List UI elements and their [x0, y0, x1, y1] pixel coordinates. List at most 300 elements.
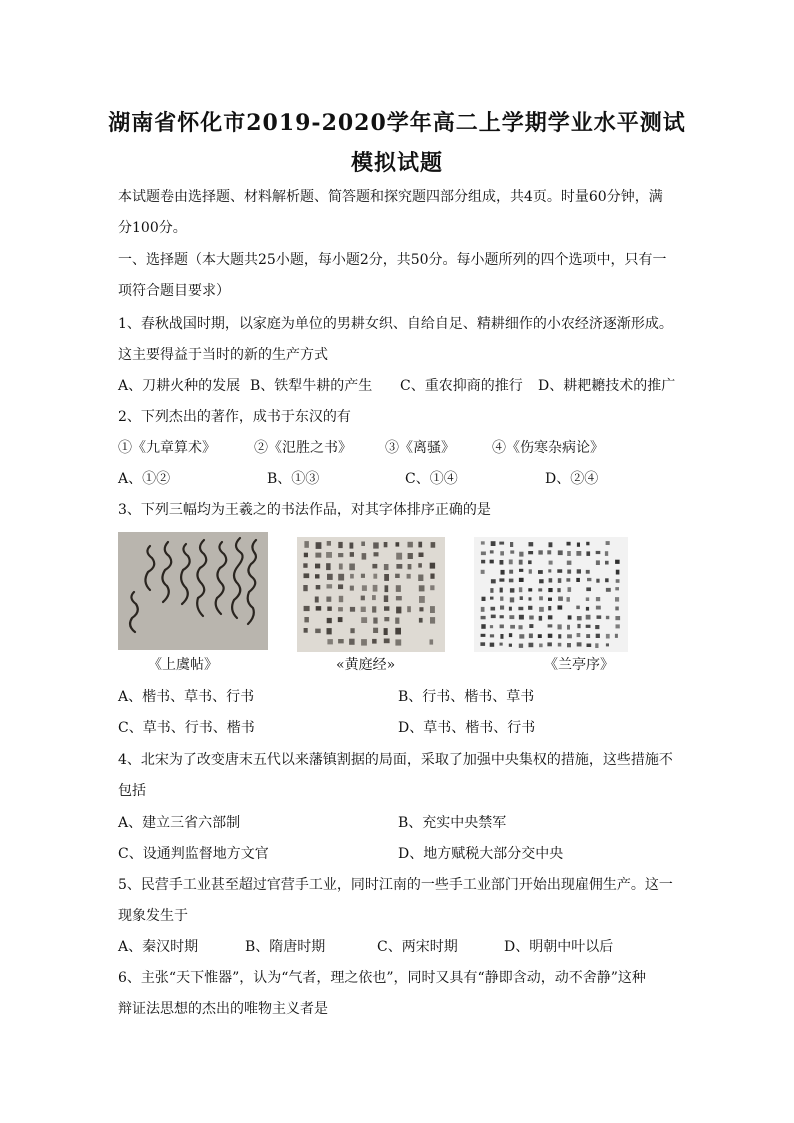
calligraphy-glyph-mark [338, 639, 344, 643]
calligraphy-glyph-mark [419, 618, 423, 623]
calligraphy-glyph-mark [616, 579, 620, 583]
calligraphy-glyph-mark [304, 628, 308, 633]
calligraphy-glyph-mark [361, 596, 365, 601]
calligraphy-glyph-mark [500, 615, 504, 618]
calligraphy-glyph-mark [490, 634, 494, 637]
calligraphy-glyph-mark [304, 617, 309, 622]
calligraphy-glyph-mark [361, 607, 366, 612]
calligraphy-glyph-mark [395, 574, 400, 578]
calligraphy-glyph-mark [519, 625, 523, 629]
calligraphy-glyph-mark [407, 606, 411, 612]
page-title-line-2: 模拟试题 [350, 150, 443, 176]
calligraphy-glyph-mark [372, 606, 376, 612]
calligraphy-glyph-mark [396, 564, 402, 569]
calligraphy-glyph-mark [548, 624, 553, 627]
calligraphy-glyph-mark [606, 643, 609, 646]
calligraphy-glyph-mark [395, 639, 401, 645]
calligraphy-glyph-mark [303, 563, 307, 568]
calligraphy-glyph-mark [557, 588, 560, 592]
calligraphy-glyph-mark [315, 629, 321, 634]
calligraphy-glyph-mark [431, 542, 436, 548]
q4-option-a: A、建立三省六部制 [118, 815, 241, 831]
q1-option-a: A、刀耕火种的发展 [118, 378, 241, 394]
calligraphy-glyph-mark [596, 560, 600, 565]
calligraphy-glyph-mark [538, 588, 542, 591]
caption-lantingxu: 《兰亭序》 [544, 657, 614, 673]
q3-stem: 3、下列三幅均为王羲之的书法作品，对其字体排序正确的是 [118, 502, 491, 518]
calligraphy-glyph-mark [327, 618, 332, 623]
calligraphy-glyph-mark [615, 616, 620, 620]
calligraphy-glyph-mark [596, 551, 601, 554]
running-script-columns [474, 537, 628, 652]
calligraphy-glyph-mark [430, 574, 434, 579]
calligraphy-glyph-mark [568, 587, 572, 592]
calligraphy-glyph-mark [595, 643, 598, 648]
q2-option-d: D、②④ [545, 471, 599, 487]
calligraphy-glyph-mark [577, 569, 581, 573]
calligraphy-glyph-mark [499, 542, 504, 545]
calligraphy-glyph-mark [372, 595, 376, 600]
calligraphy-glyph-mark [384, 574, 389, 581]
calligraphy-glyph-mark [338, 542, 342, 548]
calligraphy-glyph-mark [430, 585, 434, 590]
calligraphy-glyph-mark [396, 553, 402, 560]
calligraphy-glyph-mark [396, 607, 401, 614]
q4-option-b: B、充实中央禁军 [398, 815, 507, 831]
section-heading-line-1: 一、选择题（本大题共25小题，每小题2分，共50分。每小题所列的四个选项中，只有一 [118, 252, 667, 268]
calligraphy-glyph-mark [567, 625, 570, 630]
calligraphy-glyph-mark [384, 595, 388, 602]
calligraphy-glyph-mark [304, 553, 308, 558]
calligraphy-glyph-mark [500, 634, 503, 639]
calligraphy-glyph-mark [361, 542, 365, 547]
calligraphy-glyph-mark [577, 642, 582, 646]
section-heading-line-2: 项符合题目要求） [118, 283, 230, 299]
calligraphy-glyph-mark [605, 578, 609, 582]
calligraphy-glyph-mark [548, 615, 553, 619]
calligraphy-glyph-mark [547, 550, 551, 554]
calligraphy-glyph-mark [538, 570, 543, 574]
q3-option-d: D、草书、楷书、行书 [398, 720, 536, 736]
calligraphy-glyph-mark [418, 575, 423, 582]
calligraphy-glyph-mark [510, 542, 513, 547]
q6-stem-line-2: 辩证法思想的杰出的唯物主义者是 [118, 1001, 328, 1017]
calligraphy-glyph-mark [304, 606, 310, 611]
calligraphy-glyph-mark [338, 607, 343, 611]
calligraphy-glyph-mark [500, 588, 503, 593]
calligraphy-glyph-mark [576, 606, 580, 610]
cursive-script-strokes [118, 532, 268, 650]
calligraphy-glyph-mark [326, 552, 332, 558]
calligraphy-glyph-mark [539, 579, 544, 583]
calligraphy-glyph-mark [349, 564, 355, 571]
calligraphy-glyph-mark [481, 634, 486, 637]
calligraphy-glyph-mark [481, 552, 486, 556]
calligraphy-glyph-mark [481, 607, 485, 612]
q4-option-d: D、地方赋税大部分交中央 [398, 846, 564, 862]
calligraphy-glyph-mark [596, 597, 600, 601]
calligraphy-glyph-mark [509, 570, 513, 574]
calligraphy-glyph-mark [384, 628, 388, 635]
calligraphy-glyph-mark [539, 596, 543, 600]
calligraphy-glyph-mark [528, 560, 532, 564]
q1-stem-line-1: 1、春秋战国时期，以家庭为单位的男耕女织、自给自足、精耕细作的小农经济逐渐形成。 [118, 316, 673, 332]
calligraphy-glyph-mark [547, 642, 552, 646]
calligraphy-glyph-mark [361, 639, 367, 646]
calligraphy-glyph-mark [481, 570, 485, 574]
calligraphy-glyph-mark [361, 574, 365, 578]
calligraphy-glyph-mark [339, 564, 343, 570]
calligraphy-glyph-mark [327, 584, 333, 588]
calligraphy-glyph-mark [338, 574, 344, 581]
calligraphy-glyph-mark [597, 615, 602, 619]
q1-stem-line-2: 这主要得益于当时的新的生产方式 [118, 347, 328, 363]
calligraphy-glyph-mark [430, 639, 434, 644]
q5-option-c: C、两宋时期 [377, 939, 458, 955]
calligraphy-glyph-mark [586, 597, 589, 601]
q5-option-a: A、秦汉时期 [118, 939, 199, 955]
calligraphy-glyph-mark [538, 550, 542, 554]
calligraphy-glyph-mark [481, 624, 485, 629]
calligraphy-glyph-mark [500, 551, 504, 555]
calligraphy-glyph-mark [327, 574, 333, 580]
caption-huangtingjing: «黄庭经» [336, 657, 396, 673]
calligraphy-glyph-mark [419, 607, 423, 611]
calligraphy-glyph-mark [500, 597, 503, 601]
calligraphy-glyph-mark [567, 551, 571, 556]
calligraphy-glyph-mark [349, 639, 355, 645]
calligraphy-glyph-mark [615, 560, 620, 564]
q5-option-d: D、明朝中叶以后 [504, 939, 614, 955]
calligraphy-glyph-mark [615, 587, 619, 590]
q5-stem-line-1: 5、民营手工业甚至超过官营手工业，同时江南的一些手工业部门开始出现雇佣生产。这一 [118, 877, 673, 893]
calligraphy-glyph-mark [491, 541, 496, 546]
calligraphy-glyph-mark [548, 634, 553, 638]
calligraphy-glyph-mark [616, 624, 620, 628]
calligraphy-glyph-mark [374, 552, 379, 556]
regular-script-columns [297, 537, 445, 652]
calligraphy-glyph-mark [396, 596, 402, 600]
calligraphy-glyph-mark [596, 634, 600, 638]
calligraphy-glyph-mark [362, 553, 367, 560]
calligraphy-glyph-mark [408, 564, 412, 569]
calligraphy-glyph-mark [567, 634, 572, 638]
calligraphy-glyph-mark [586, 634, 590, 638]
calligraphy-glyph-mark [529, 643, 534, 648]
calligraphy-glyph-mark [408, 553, 413, 559]
calligraphy-glyph-mark [519, 560, 523, 565]
calligraphy-glyph-mark [338, 584, 343, 589]
calligraphy-glyph-mark [304, 573, 310, 578]
calligraphy-glyph-mark [407, 574, 411, 579]
calligraphy-glyph-mark [418, 563, 422, 567]
calligraphy-glyph-mark [595, 625, 599, 629]
calligraphy-glyph-mark [490, 550, 494, 553]
calligraphy-glyph-mark [539, 644, 543, 648]
calligraphy-glyph-mark [509, 633, 512, 637]
calligraphy-glyph-mark [500, 643, 503, 646]
calligraphy-glyph-mark [529, 616, 534, 620]
calligraphy-glyph-mark [481, 560, 485, 564]
calligraphy-glyph-mark [519, 644, 523, 648]
calligraphy-glyph-mark [315, 574, 320, 578]
calligraphy-glyph-mark [316, 606, 322, 611]
calligraphy-glyph-mark [350, 543, 354, 549]
calligraphy-glyph-mark [395, 628, 401, 635]
calligraphy-image-huangtingjing [297, 537, 445, 652]
calligraphy-glyph-mark [430, 563, 435, 569]
calligraphy-glyph-mark [509, 607, 512, 611]
calligraphy-glyph-mark [491, 615, 496, 619]
calligraphy-glyph-mark [501, 570, 505, 575]
q1-option-c: C、重农抑商的推行 [400, 378, 523, 394]
calligraphy-glyph-mark [362, 585, 367, 591]
calligraphy-glyph-mark [548, 606, 551, 610]
calligraphy-glyph-mark [586, 587, 591, 591]
calligraphy-glyph-mark [549, 561, 553, 565]
calligraphy-glyph-mark [528, 551, 533, 554]
calligraphy-glyph-mark [566, 578, 570, 582]
calligraphy-glyph-mark [384, 606, 389, 611]
calligraphy-glyph-mark [510, 625, 515, 629]
calligraphy-glyph-mark [303, 585, 307, 591]
calligraphy-glyph-mark [606, 588, 611, 592]
calligraphy-glyph-mark [480, 642, 485, 646]
calligraphy-glyph-mark [558, 624, 562, 629]
calligraphy-glyph-mark [338, 617, 343, 622]
calligraphy-glyph-mark [350, 628, 354, 633]
q4-option-c: C、设通判监督地方文官 [118, 846, 269, 862]
q2-option-c: C、①④ [405, 471, 458, 487]
calligraphy-glyph-mark [490, 597, 494, 600]
calligraphy-glyph-mark [528, 588, 532, 591]
calligraphy-glyph-mark [326, 597, 331, 602]
calligraphy-glyph-mark [373, 618, 377, 624]
calligraphy-glyph-mark [606, 616, 609, 619]
calligraphy-glyph-mark [577, 633, 581, 637]
calligraphy-glyph-mark [384, 564, 389, 570]
calligraphy-glyph-mark [327, 628, 332, 634]
calligraphy-glyph-mark [327, 607, 332, 611]
calligraphy-glyph-mark [529, 624, 533, 628]
calligraphy-glyph-mark [327, 541, 331, 546]
calligraphy-glyph-mark [384, 542, 388, 547]
calligraphy-glyph-mark [316, 542, 322, 549]
calligraphy-glyph-mark [605, 551, 608, 556]
calligraphy-glyph-mark [519, 634, 524, 638]
calligraphy-glyph-mark [587, 644, 592, 648]
calligraphy-glyph-mark [558, 550, 563, 555]
calligraphy-glyph-mark [529, 597, 532, 600]
q1-option-d: D、耕耙耱技术的推广 [538, 378, 676, 394]
calligraphy-image-shangyutie [118, 532, 268, 650]
q3-option-a: A、楷书、草书、行书 [118, 689, 255, 705]
calligraphy-glyph-mark [539, 607, 544, 612]
calligraphy-glyph-mark [520, 596, 523, 600]
calligraphy-glyph-mark [568, 615, 572, 619]
calligraphy-glyph-mark [558, 578, 562, 583]
calligraphy-glyph-mark [586, 551, 590, 556]
calligraphy-glyph-mark [616, 570, 620, 575]
calligraphy-glyph-mark [518, 607, 523, 610]
calligraphy-glyph-mark [606, 634, 610, 639]
calligraphy-glyph-mark [558, 605, 563, 609]
calligraphy-glyph-mark [373, 574, 377, 579]
calligraphy-glyph-mark [548, 598, 552, 601]
calligraphy-glyph-mark [587, 578, 591, 581]
calligraphy-glyph-mark [490, 643, 495, 647]
calligraphy-glyph-mark [490, 625, 493, 628]
calligraphy-glyph-mark [316, 585, 321, 589]
calligraphy-glyph-mark [577, 624, 580, 628]
calligraphy-image-lantingxu [474, 537, 628, 652]
calligraphy-glyph-mark [350, 552, 354, 557]
calligraphy-glyph-mark [606, 541, 610, 545]
calligraphy-glyph-mark [419, 585, 425, 591]
calligraphy-glyph-mark [549, 578, 553, 582]
calligraphy-glyph-mark [326, 563, 331, 570]
calligraphy-glyph-mark [576, 578, 580, 582]
calligraphy-glyph-mark [481, 541, 485, 544]
calligraphy-glyph-mark [510, 597, 514, 602]
calligraphy-glyph-mark [350, 607, 355, 612]
intro-line-2: 分100分。 [118, 220, 187, 236]
calligraphy-glyph-mark [339, 596, 343, 602]
calligraphy-glyph-mark [384, 639, 390, 644]
calligraphy-glyph-mark [482, 597, 486, 601]
caption-shangyutie: 《上虞帖》 [148, 657, 218, 673]
q2-item-2: ②《氾胜之书》 [254, 440, 352, 456]
calligraphy-glyph-mark [529, 569, 532, 573]
calligraphy-glyph-mark [373, 542, 379, 548]
calligraphy-glyph-mark [528, 606, 532, 610]
calligraphy-glyph-mark [567, 542, 571, 546]
calligraphy-glyph-mark [567, 643, 571, 647]
calligraphy-glyph-mark [529, 542, 534, 546]
calligraphy-glyph-mark [549, 542, 553, 547]
calligraphy-glyph-mark [490, 560, 494, 564]
calligraphy-glyph-mark [350, 574, 354, 579]
calligraphy-glyph-mark [315, 597, 319, 603]
calligraphy-glyph-mark [361, 617, 367, 623]
calligraphy-glyph-mark [567, 597, 570, 602]
calligraphy-glyph-mark [419, 553, 424, 558]
calligraphy-glyph-mark [548, 588, 552, 592]
calligraphy-glyph-mark [519, 569, 523, 572]
calligraphy-glyph-mark [529, 634, 533, 639]
q2-option-a: A、①② [118, 471, 171, 487]
calligraphy-glyph-mark [509, 579, 514, 583]
calligraphy-glyph-mark [586, 615, 591, 620]
calligraphy-glyph-mark [315, 564, 320, 569]
calligraphy-glyph-mark [509, 644, 512, 647]
calligraphy-glyph-mark [408, 542, 413, 548]
q3-option-b: B、行书、楷书、草书 [398, 689, 535, 705]
calligraphy-glyph-mark [586, 570, 590, 574]
calligraphy-glyph-mark [499, 578, 504, 581]
calligraphy-glyph-mark [327, 639, 333, 644]
calligraphy-glyph-mark [500, 606, 504, 610]
calligraphy-glyph-mark [373, 628, 378, 633]
calligraphy-glyph-mark [586, 607, 589, 611]
calligraphy-glyph-mark [509, 560, 513, 565]
calligraphy-glyph-mark [350, 586, 354, 591]
calligraphy-glyph-mark [396, 585, 401, 592]
calligraphy-glyph-mark [615, 634, 618, 638]
calligraphy-glyph-mark [519, 578, 524, 582]
calligraphy-glyph-mark [539, 616, 542, 621]
calligraphy-glyph-mark [558, 597, 563, 601]
calligraphy-glyph-mark [586, 625, 591, 628]
calligraphy-glyph-mark [304, 541, 309, 548]
q2-item-4: ④《伤寒杂病论》 [492, 440, 604, 456]
calligraphy-glyph-mark [519, 587, 522, 592]
q4-stem-line-2: 包括 [118, 783, 146, 799]
calligraphy-glyph-mark [567, 561, 572, 565]
page-title-line-1: 湖南省怀化市2019-2020学年高二上学期学业水平测试 [108, 110, 686, 136]
calligraphy-glyph-mark [586, 542, 589, 546]
calligraphy-glyph-mark [430, 606, 435, 613]
calligraphy-glyph-mark [615, 597, 619, 602]
calligraphy-glyph-mark [576, 551, 581, 556]
calligraphy-glyph-mark [615, 607, 619, 611]
calligraphy-glyph-mark [519, 615, 524, 620]
q4-stem-line-1: 4、北宋为了改变唐末五代以来藩镇割据的局面，采取了加强中央集权的措施，这些措施不 [118, 752, 673, 768]
q3-option-c: C、草书、行书、楷书 [118, 720, 255, 736]
calligraphy-glyph-mark [577, 543, 580, 547]
q2-item-3: ③《离骚》 [385, 440, 455, 456]
calligraphy-glyph-mark [384, 617, 389, 621]
calligraphy-glyph-mark [338, 553, 343, 557]
calligraphy-glyph-mark [396, 542, 400, 546]
calligraphy-glyph-mark [510, 550, 514, 553]
calligraphy-glyph-mark [596, 579, 599, 583]
q5-option-b: B、隋唐时期 [245, 939, 326, 955]
calligraphy-glyph-mark [519, 552, 523, 557]
calligraphy-glyph-mark [491, 607, 496, 611]
calligraphy-glyph-mark [500, 560, 504, 565]
q6-stem-line-1: 6、主张“天下惟器”，认为“气者，理之依也”，同时又具有“静即含动，动不舍静”这种 [118, 970, 646, 986]
calligraphy-glyph-mark [481, 616, 486, 619]
calligraphy-glyph-mark [373, 585, 378, 592]
calligraphy-glyph-mark [548, 569, 551, 572]
calligraphy-glyph-mark [577, 616, 582, 620]
calligraphy-glyph-mark [315, 553, 321, 558]
calligraphy-glyph-mark [510, 588, 515, 592]
calligraphy-glyph-mark [538, 634, 542, 638]
q2-option-b: B、①③ [267, 471, 320, 487]
calligraphy-glyph-mark [558, 643, 562, 647]
calligraphy-glyph-mark [372, 639, 377, 644]
calligraphy-glyph-mark [418, 542, 422, 548]
calligraphy-glyph-mark [372, 564, 377, 569]
calligraphy-glyph-mark [557, 569, 562, 573]
intro-line-1: 本试题卷由选择题、材料解析题、简答题和探究题四部分组成，共4页。时量60分钟，满 [118, 189, 663, 205]
q5-stem-line-2: 现象发生于 [118, 908, 188, 924]
q1-option-b: B、铁犁牛耕的产生 [250, 378, 373, 394]
calligraphy-glyph-mark [605, 561, 609, 565]
calligraphy-glyph-mark [596, 606, 601, 610]
calligraphy-glyph-mark [509, 615, 514, 619]
calligraphy-glyph-mark [558, 634, 561, 638]
calligraphy-glyph-mark [430, 617, 435, 624]
calligraphy-glyph-mark [567, 570, 571, 574]
q2-stem: 2、下列杰出的著作，成书于东汉的有 [118, 409, 351, 425]
calligraphy-glyph-mark [419, 596, 425, 603]
q2-item-1: ①《九章算术》 [118, 440, 216, 456]
calligraphy-glyph-mark [500, 625, 504, 629]
calligraphy-glyph-mark [490, 588, 493, 593]
